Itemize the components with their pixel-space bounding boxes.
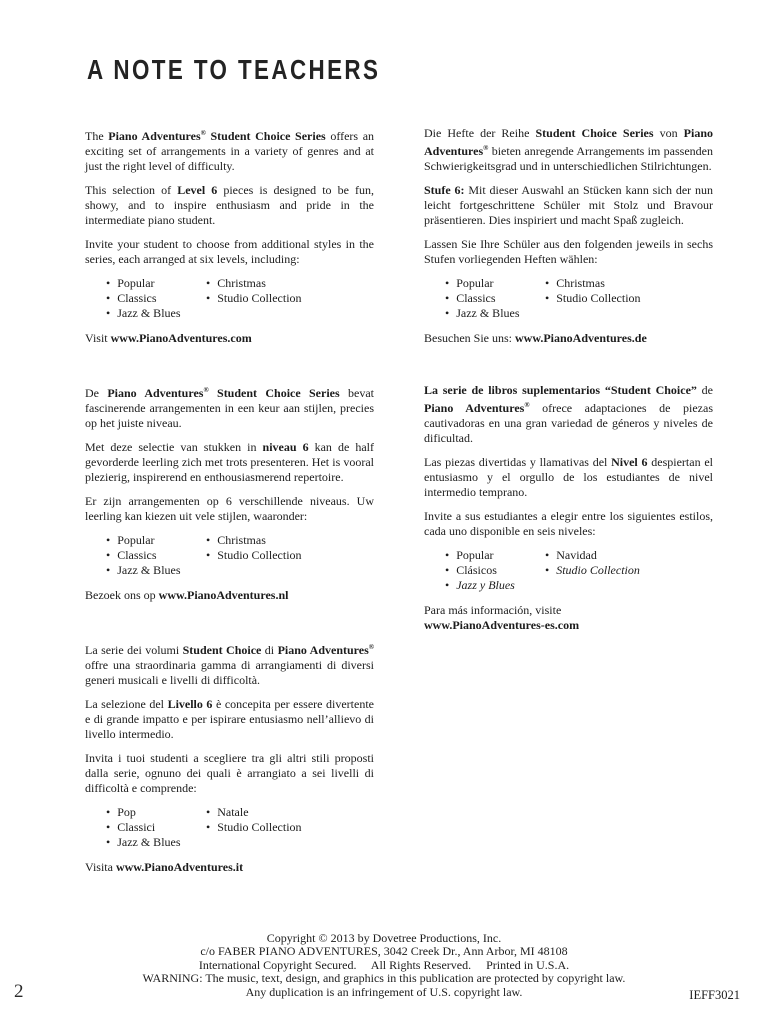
text-run: Nivel 6 bbox=[611, 455, 648, 469]
text-run: La serie de libros suplementarios “Student Choice” bbox=[424, 383, 697, 397]
page-number: 2 bbox=[14, 981, 24, 1002]
paragraph bbox=[85, 751, 374, 796]
text-run: Visit bbox=[85, 331, 111, 345]
text-run: Piano Adventures bbox=[277, 643, 369, 657]
text-run: Bezoek ons op bbox=[85, 588, 159, 602]
bullet-icon bbox=[445, 563, 449, 578]
paragraph bbox=[424, 237, 713, 267]
list-item bbox=[106, 805, 206, 820]
list-item bbox=[206, 276, 374, 291]
bullet-icon bbox=[106, 563, 110, 578]
list-item-label: Pop bbox=[117, 805, 136, 819]
website-url: www.PianoAdventures-es.com bbox=[424, 618, 580, 632]
text-run: La serie dei volumi bbox=[85, 643, 183, 657]
text-run: offre una straordinaria gamma di arrangiamenti di diversi generi musicali e livelli di difficoltà. bbox=[85, 658, 374, 687]
list-item-label: Clásicos bbox=[456, 563, 497, 577]
list-item-label: Classici bbox=[117, 820, 156, 834]
website-url: www.PianoAdventures.it bbox=[115, 860, 244, 874]
bullet-icon bbox=[445, 276, 449, 291]
list-item bbox=[445, 276, 545, 291]
style-list bbox=[85, 533, 374, 578]
list-item-label: Classics bbox=[117, 291, 157, 305]
text-run: Student Choice Series bbox=[205, 129, 326, 143]
website-line bbox=[85, 860, 374, 875]
list-item bbox=[106, 291, 206, 306]
list-item bbox=[106, 276, 206, 291]
list-item-label: Christmas bbox=[217, 533, 266, 547]
text-run: La selezione del bbox=[85, 697, 168, 711]
list-item-label: Popular bbox=[117, 533, 155, 547]
paragraph bbox=[424, 509, 713, 539]
rights-line: International Copyright Secured. All Rights Reserved. Printed in U.S.A. bbox=[198, 957, 570, 972]
text-run: Piano Adventures bbox=[108, 129, 201, 143]
list-item-label: Classics bbox=[117, 548, 157, 562]
style-list-column bbox=[106, 276, 206, 321]
bullet-icon bbox=[206, 533, 210, 548]
style-list-column bbox=[545, 276, 713, 321]
text-run: Lassen Sie Ihre Schüler aus den folgenden jeweils in sechs Stufen vorliegenden Heften wählen: bbox=[424, 237, 713, 266]
publisher-address-line: c/o FABER PIANO ADVENTURES, 3042 Creek Dr., Ann Arbor, MI 48108 bbox=[200, 944, 568, 959]
bullet-icon bbox=[106, 835, 110, 850]
bullet-icon bbox=[106, 805, 110, 820]
bullet-icon bbox=[106, 306, 110, 321]
text-run: niveau 6 bbox=[262, 440, 309, 454]
text-run: Met deze selectie van stukken in bbox=[85, 440, 263, 454]
website-url: www.PianoAdventures.nl bbox=[158, 588, 289, 602]
text-run: Piano Adventures bbox=[424, 126, 713, 158]
text-run: Besuchen Sie uns: bbox=[424, 331, 515, 345]
text-run: kan de half gevorderde leerling zich met trots presenteren. Het is vooral plezierig, inspirerend en enthousiasmerend repertoire. bbox=[85, 440, 374, 484]
list-item bbox=[206, 291, 374, 306]
list-item-label: Studio Collection bbox=[217, 820, 302, 834]
paragraph bbox=[85, 697, 374, 742]
text-run: offers an exciting set of arrangements in a variety of genres and at just the right level of difficulty. bbox=[85, 129, 375, 173]
style-list-column bbox=[106, 533, 206, 578]
text-run: è concepita per essere divertente e di grande impatto e per ispirare entusiasmo nell’allievo di livello intermedio. bbox=[85, 697, 374, 741]
list-item bbox=[206, 548, 374, 563]
style-list bbox=[424, 276, 713, 321]
text-run: Stufe 6: bbox=[424, 183, 465, 197]
style-list-column bbox=[445, 276, 545, 321]
section-german bbox=[424, 126, 713, 346]
paragraph bbox=[424, 455, 713, 500]
bullet-icon bbox=[445, 578, 449, 593]
style-list-column bbox=[206, 533, 374, 578]
list-item-label: Studio Collection bbox=[217, 548, 302, 562]
section-english bbox=[85, 126, 374, 346]
list-item-label: Popular bbox=[456, 276, 494, 290]
list-item-label: Classics bbox=[456, 291, 496, 305]
text-run: Para más información, visite bbox=[424, 603, 562, 617]
registered-mark: ® bbox=[368, 643, 374, 651]
bullet-icon bbox=[445, 291, 449, 306]
bullet-icon bbox=[106, 548, 110, 563]
list-item bbox=[106, 820, 206, 835]
list-item-label: Natale bbox=[217, 805, 249, 819]
text-run: Er zijn arrangementen op 6 verschillende niveaus. Uw leerling kan kiezen uit vele stijlen, waaronder: bbox=[85, 494, 374, 523]
website-line bbox=[85, 588, 374, 603]
list-item bbox=[206, 533, 374, 548]
copyright-line: Copyright © 2013 by Dovetree Productions, Inc. bbox=[266, 931, 502, 945]
text-run: This selection of bbox=[85, 183, 178, 197]
bullet-icon bbox=[445, 548, 449, 563]
text-run: Student Choice bbox=[182, 643, 262, 657]
catalog-number: IEFF3021 bbox=[689, 988, 740, 1002]
bullet-icon bbox=[545, 548, 549, 563]
text-run: Piano Adventures bbox=[424, 401, 525, 415]
list-item bbox=[545, 548, 713, 563]
text-run: Invite your student to choose from additional styles in the series, each arranged at six levels, including: bbox=[85, 237, 374, 266]
website-line bbox=[424, 603, 713, 633]
paragraph bbox=[424, 126, 713, 174]
bullet-icon bbox=[206, 820, 210, 835]
paragraph bbox=[85, 640, 374, 688]
list-item-label: Jazz & Blues bbox=[117, 835, 181, 849]
text-run: Visita bbox=[85, 860, 116, 874]
text-run: Livello 6 bbox=[167, 697, 213, 711]
paragraph bbox=[85, 237, 374, 267]
text-run: Mit dieser Auswahl an Stücken kann sich der nun leicht fortgeschrittene Schüler mit Stolz und Bravour präsentieren. Dies inspiriert und macht Spaß zugleich. bbox=[424, 183, 713, 227]
text-run: bieten anregende Arrangements im passenden Schwierigkeitsgrad und in unterschiedlichen Stilrichtungen. bbox=[424, 144, 713, 173]
bullet-icon bbox=[206, 548, 210, 563]
text-run: Piano Adventures bbox=[107, 386, 204, 400]
list-item bbox=[106, 835, 206, 850]
text-run: de bbox=[696, 383, 713, 397]
page-title: A NOTE TO TEACHERS bbox=[87, 54, 381, 85]
style-list-column bbox=[106, 805, 206, 850]
list-item-label: Jazz & Blues bbox=[456, 306, 520, 320]
list-item bbox=[106, 533, 206, 548]
list-item-label: Jazz & Blues bbox=[117, 306, 181, 320]
registered-mark: ® bbox=[483, 144, 489, 152]
paragraph bbox=[85, 183, 374, 228]
list-item-label: Popular bbox=[456, 548, 494, 562]
bullet-icon bbox=[445, 306, 449, 321]
paragraph bbox=[85, 494, 374, 524]
text-run: di bbox=[261, 643, 278, 657]
section-dutch bbox=[85, 383, 374, 603]
style-list bbox=[424, 548, 713, 593]
website-line bbox=[85, 331, 374, 346]
style-list bbox=[85, 276, 374, 321]
left-column bbox=[85, 126, 374, 884]
text-run: bevat fascinerende arrangementen in een keur aan stijlen, precies op het juiste niveau. bbox=[85, 386, 374, 430]
text-run: The bbox=[85, 129, 109, 143]
style-list-column bbox=[545, 548, 713, 593]
list-item-label: Christmas bbox=[217, 276, 266, 290]
text-run: Student Choice Series bbox=[535, 126, 654, 140]
paragraph bbox=[85, 440, 374, 485]
right-column bbox=[424, 126, 713, 642]
list-item-label: Navidad bbox=[556, 548, 597, 562]
text-run: Die Hefte der Reihe bbox=[424, 126, 536, 140]
list-item bbox=[545, 563, 713, 578]
bullet-icon bbox=[106, 276, 110, 291]
bullet-icon bbox=[206, 276, 210, 291]
website-line bbox=[424, 331, 713, 346]
text-run: Las piezas divertidas y llamativas del bbox=[424, 455, 612, 469]
copyright-block bbox=[0, 932, 768, 999]
bullet-icon bbox=[545, 563, 549, 578]
text-run: De bbox=[85, 386, 108, 400]
list-item bbox=[206, 820, 374, 835]
list-item-label: Jazz y Blues bbox=[456, 578, 515, 592]
text-run: despiertan el entusiasmo y el orgullo de los estudiantes de nivel intermedio temprano. bbox=[424, 455, 714, 499]
list-item bbox=[545, 291, 713, 306]
text-run: ofrece adaptaciones de piezas cautivadoras en una gran variedad de géneros y niveles de dificultad. bbox=[424, 401, 714, 445]
list-item bbox=[445, 291, 545, 306]
text-run: Level 6 bbox=[177, 183, 218, 197]
bullet-icon bbox=[106, 533, 110, 548]
list-item bbox=[106, 563, 206, 578]
list-item bbox=[106, 306, 206, 321]
website-url: www.PianoAdventures.de bbox=[515, 331, 647, 345]
list-item-label: Jazz & Blues bbox=[117, 563, 181, 577]
section-italian bbox=[85, 640, 374, 875]
paragraph bbox=[85, 126, 374, 174]
list-item bbox=[545, 276, 713, 291]
list-item-label: Studio Collection bbox=[217, 291, 302, 305]
section-spanish bbox=[424, 383, 713, 633]
bullet-icon bbox=[206, 805, 210, 820]
text-run: Invite a sus estudiantes a elegir entre los siguientes estilos, cada uno disponible en seis niveles: bbox=[424, 509, 713, 538]
list-item bbox=[106, 548, 206, 563]
registered-mark: ® bbox=[203, 386, 209, 394]
warning-line-2: Any duplication is an infringement of U.S. copyright law. bbox=[245, 984, 523, 999]
text-run: pieces is designed to be fun, showy, and to inspire enthusiasm and pride in the intermediate piano student. bbox=[85, 183, 374, 227]
paragraph bbox=[85, 383, 374, 431]
list-item bbox=[445, 563, 545, 578]
style-list-column bbox=[206, 276, 374, 321]
website-url: www.PianoAdventures.com bbox=[110, 331, 252, 345]
bullet-icon bbox=[106, 820, 110, 835]
list-item-label: Popular bbox=[117, 276, 155, 290]
text-run: Student Choice Series bbox=[208, 386, 340, 400]
list-item bbox=[445, 548, 545, 563]
bullet-icon bbox=[206, 291, 210, 306]
text-run: Invita i tuoi studenti a scegliere tra gli altri stili proposti dalla serie, ognuno dei quali è arrangiato a sei livelli di difficoltà e comprende: bbox=[85, 751, 374, 795]
style-list-column bbox=[206, 805, 374, 850]
paragraph bbox=[424, 383, 713, 446]
list-item bbox=[445, 306, 545, 321]
list-item bbox=[206, 805, 374, 820]
registered-mark: ® bbox=[200, 129, 206, 137]
paragraph bbox=[424, 183, 713, 228]
list-item-label: Studio Collection bbox=[556, 563, 640, 577]
style-list bbox=[85, 805, 374, 850]
bullet-icon bbox=[545, 291, 549, 306]
list-item-label: Christmas bbox=[556, 276, 605, 290]
list-item bbox=[445, 578, 545, 593]
list-item-label: Studio Collection bbox=[556, 291, 641, 305]
bullet-icon bbox=[545, 276, 549, 291]
registered-mark: ® bbox=[524, 401, 530, 409]
bullet-icon bbox=[106, 291, 110, 306]
warning-line: WARNING: The music, text, design, and graphics in this publication are protected by copyright law. bbox=[142, 971, 626, 986]
style-list-column bbox=[445, 548, 545, 593]
text-run: von bbox=[653, 126, 684, 140]
